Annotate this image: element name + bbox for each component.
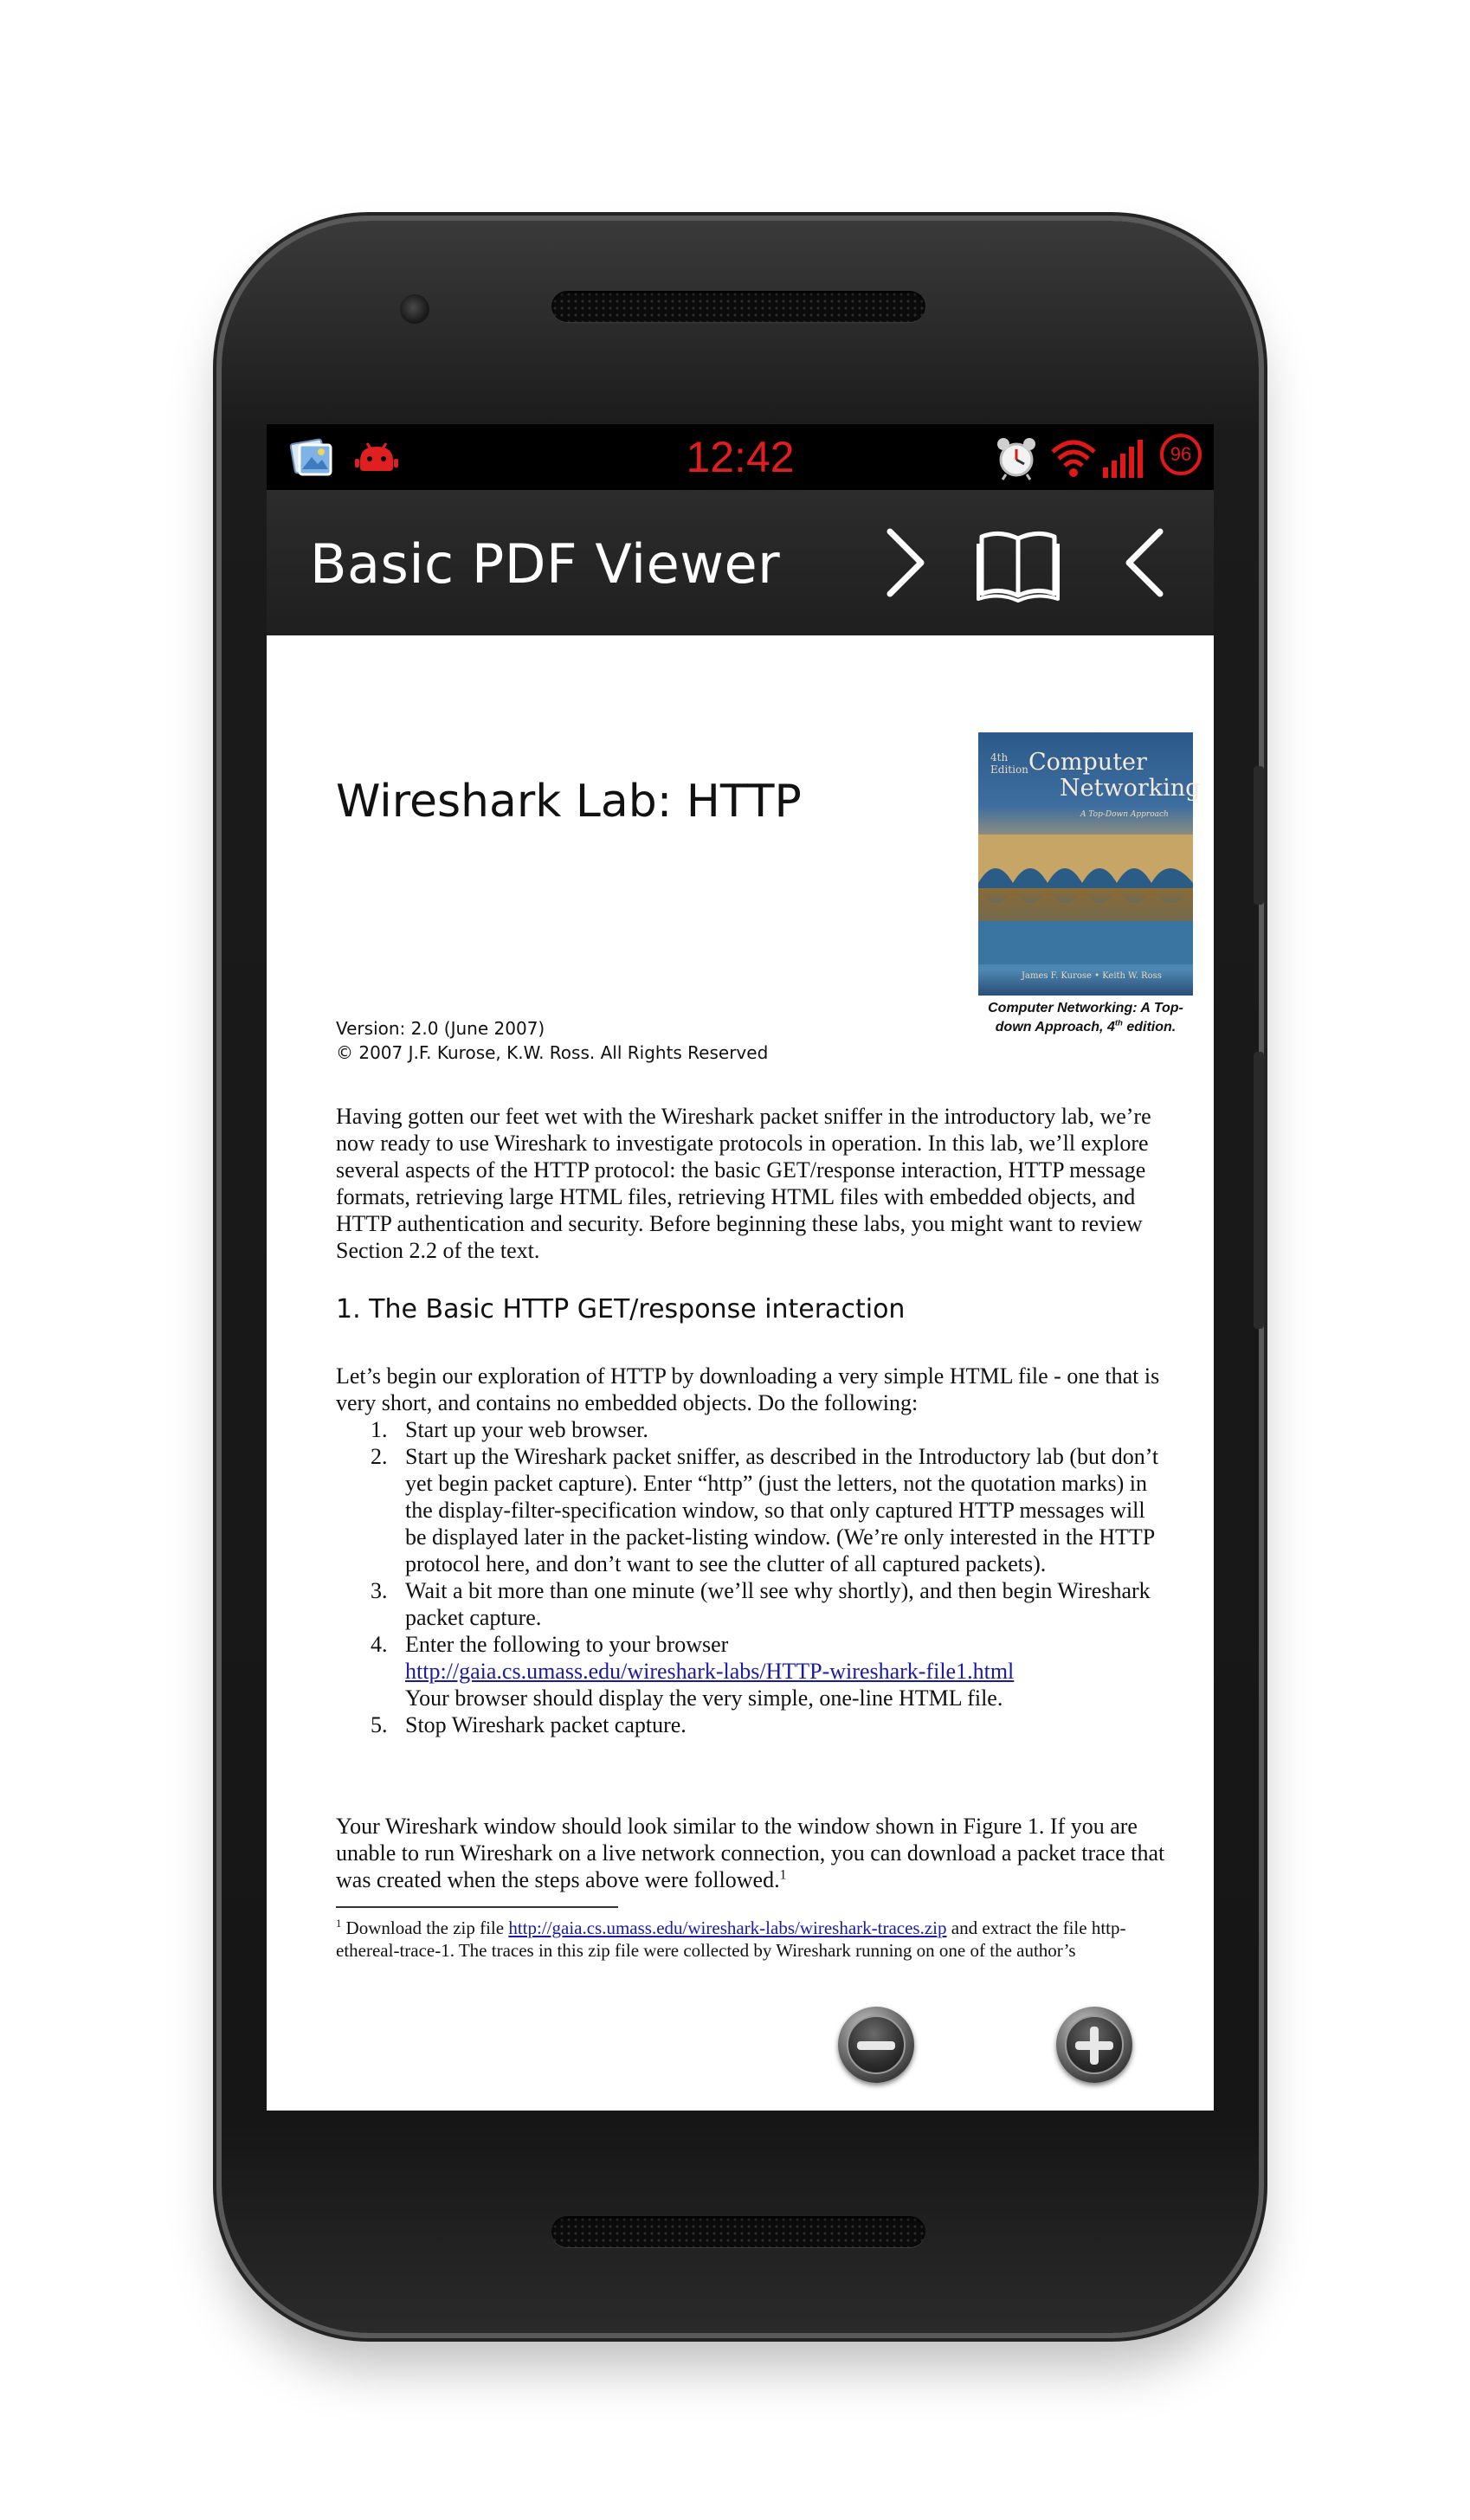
step-text: Enter the following to your browser [405, 1632, 729, 1657]
version-line: Version: 2.0 (June 2007) [336, 1018, 545, 1039]
cover-caption-line1: Computer Networking: A Top- [988, 1001, 1183, 1015]
copyright-line: © 2007 J.F. Kurose, K.W. Ross. All Rights Reserved [336, 1042, 769, 1063]
zoom-out-icon [847, 2015, 906, 2074]
zoom-in-button[interactable] [1056, 2007, 1132, 2083]
cover-authors: James F. Kurose • Keith W. Ross [1022, 971, 1162, 981]
zoom-in-icon [1065, 2015, 1124, 2074]
top-speaker-grille [551, 291, 925, 322]
list-item [336, 1577, 1167, 1631]
section-intro: Let’s begin our exploration of HTTP by downloading a very simple HTML file - one that is very short, and contains no embedded objects. Do the following: [336, 1363, 1160, 1415]
document-title: Wireshark Lab: HTTP [336, 776, 802, 828]
zoom-out-button[interactable] [838, 2007, 914, 2083]
step-number: 2. [371, 1444, 388, 1469]
cover-title-line2: Networking [1060, 775, 1201, 802]
step-number: 3. [371, 1578, 388, 1603]
signal-icon [1099, 433, 1148, 481]
cover-edition: 4th Edition [990, 751, 1028, 776]
volume-button [1254, 1052, 1264, 1329]
http-file1-link[interactable]: http://gaia.cs.umass.edu/wireshark-labs/HTTP-wireshark-file1.html [405, 1659, 1015, 1684]
footnote-text-end: and extract the file http-ethereal-trace-1. The traces in this zip file were collected by Wireshark running on one of the author’s [336, 1917, 1126, 1961]
battery-indicator: 96 [1160, 434, 1202, 475]
step-number: 5. [371, 1712, 388, 1737]
closing-paragraph [336, 1813, 1167, 1893]
power-button [1254, 766, 1264, 905]
cover-subtitle: A Top-Down Approach [1080, 810, 1169, 819]
version-block [336, 1016, 768, 1065]
list-item [336, 1443, 1167, 1577]
section-heading: 1. The Basic HTTP GET/response interaction [336, 1294, 906, 1324]
caption-text-end: edition. [1122, 1020, 1177, 1034]
phone-screen [267, 424, 1214, 2111]
front-camera [400, 294, 429, 324]
status-bar [267, 424, 1214, 490]
cover-caption [968, 999, 1203, 1037]
book-icon[interactable] [975, 519, 1061, 606]
traces-zip-link[interactable]: http://gaia.cs.umass.edu/wireshark-labs/wireshark-traces.zip [508, 1917, 947, 1938]
caption-text: down Approach, 4 [995, 1020, 1115, 1034]
app-title: Basic PDF Viewer [310, 532, 781, 596]
step-text: Start up the Wireshark packet sniffer, as described in the Introductory lab (but don’t yet begin packet capture). Enter “http” (just the letters, not the quotation marks) in the display-filter-specification window, so that only captured HTTP messages will be displayed later in the packet-listing window. (We’re only interested in the HTTP protocol here, and don’t want to see the clutter of all captured packets). [405, 1444, 1159, 1576]
cover-caption-line2 [968, 1018, 1203, 1037]
intro-paragraph: Having gotten our feet wet with the Wireshark packet sniffer in the introductory lab, we’re now ready to use Wireshark to investigate protocols in operation. In this lab, we’ll explore several aspects of the HTTP protocol: the basic GET/response interaction, HTTP message formats, retrieving large HTML files, retrieving HTML files with embedded objects, and HTTP authentication and security. Before beginning these labs, you might want to review Section 2.2 of the text. [336, 1104, 1151, 1263]
pdf-page[interactable] [267, 635, 1214, 2111]
bridge-illustration [978, 835, 1193, 964]
caption-superscript: th [1114, 1018, 1123, 1028]
list-item [336, 1416, 1167, 1443]
chevron-right-icon[interactable] [861, 519, 947, 606]
cover-title [1028, 750, 1200, 802]
step-text: Start up your web browser. [405, 1417, 648, 1442]
closing-text: Your Wireshark window should look similar to the window shown in Figure 1. If you are unable to run Wireshark on a live network connection, you can download a packet trace that was created when the steps above were followed. [336, 1814, 1165, 1892]
footnote-mark: 1 [336, 1917, 342, 1930]
step-text: Stop Wireshark packet capture. [405, 1712, 687, 1737]
footnote-text: Download the zip file [341, 1917, 509, 1938]
list-item [336, 1631, 1167, 1711]
cover-title-line1: Computer [1028, 749, 1147, 776]
chevron-left-icon[interactable] [1103, 519, 1190, 606]
bottom-speaker-grille [551, 2216, 925, 2247]
footnote [336, 1917, 1167, 1962]
alarm-clock-icon [992, 433, 1041, 481]
step-number: 1. [371, 1417, 388, 1442]
status-clock: 12:42 [686, 433, 795, 481]
app-toolbar [267, 490, 1214, 635]
wifi-icon [1049, 433, 1098, 481]
footnote-divider [336, 1906, 618, 1908]
step-number: 4. [371, 1632, 388, 1657]
book-cover-image [978, 732, 1201, 996]
list-item [336, 1711, 1167, 1738]
step-text-after: Your browser should display the very simple, one-line HTML file. [405, 1685, 1003, 1711]
footnote-ref: 1 [779, 1867, 787, 1883]
step-text: Wait a bit more than one minute (we’ll see why shortly), and then begin Wireshark packet capture. [405, 1578, 1151, 1630]
steps-list [336, 1416, 1167, 1738]
